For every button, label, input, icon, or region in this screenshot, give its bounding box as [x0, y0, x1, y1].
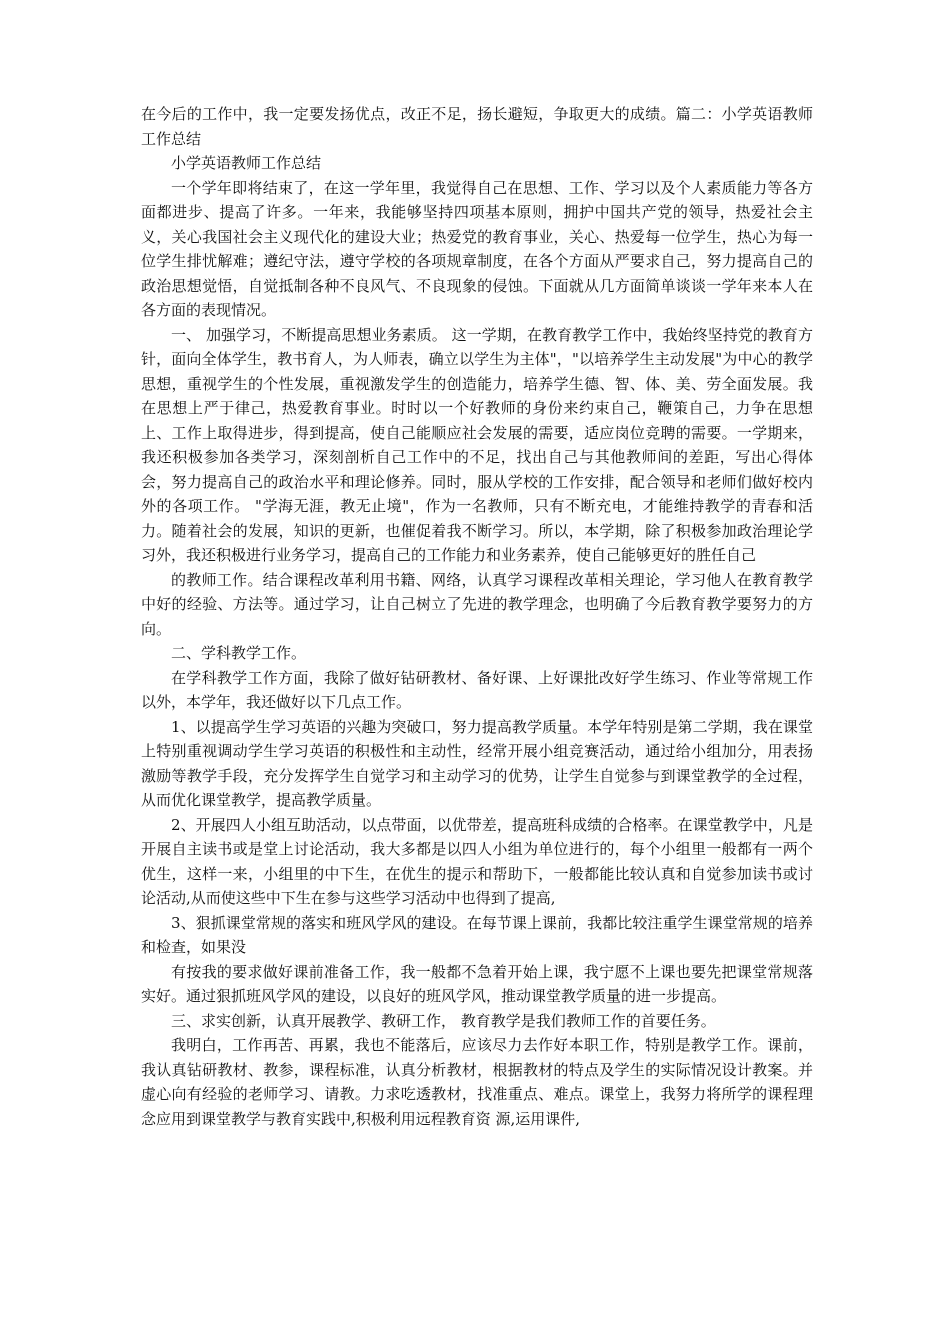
paragraph-section-three: 我明白，工作再苦、再累，我也不能落后，应该尽力去作好本职工作，特别是教学工作。课前，我认真钻研教材、教参，课程标准，认真分析教材，根据教材的特点及学生的实际情况设计教案。并虚心向有经验的老师学习、请教。力求吃透教材，找准重点、难点。课堂上，我努力将所学的课程理念应用到课堂教学与教育实践中,积极利用远程教育资 源,运用课件, — [141, 1036, 813, 1128]
paragraph-section-one-continued: 的教师工作。结合课程改革利用书籍、网络，认真学习课程改革相关理论，学习他人在教育教学中好的经验、方法等。通过学习，让自己树立了先进的教学理念，也明确了今后教育教学要努力的方向。 — [141, 570, 813, 638]
paragraph-point-two: 2、开展四人小组互助活动，以点带面，以优带差，提高班科成绩的合格率。在课堂教学中，凡是开展自主读书或是堂上讨论活动，我大多都是以四人小组为单位进行的，每个小组里一般都有一两个优生，这样一来，小组里的中下生，在优生的提示和帮助下，一般都能比较认真和自觉参加读书或讨论活动,从而使这些中下生在参与这些学习活动中也得到了提高, — [141, 815, 813, 907]
paragraph-section-one: 一、 加强学习，不断提高思想业务素质。 这一学期，在教育教学工作中，我始终坚持党的教育方针，面向全体学生，教书育人，为人师表，确立以学生为主体"，"以培养学生主动发展"为中心的教学思想，重视学生的个性发展，重视激发学生的创造能力，培养学生德、智、体、美、劳全面发展。我在思想上严于律己，热爱教育事业。时时以一个好教师的身份来约束自己，鞭策自己，力争在思想上、工作上取得进步，得到提高，使自己能顺应社会发展的需要，适应岗位竞聘的需要。一学期来，我还积极参加各类学习，深刻剖析自己工作中的不足，找出自己与其他教师间的差距，写出心得体会，努力提高自己的政治水平和理论修养。同时，服从学校的工作安排，配合领导和老师们做好校内外的各项工作。 "学海无涯，教无止境"，作为一名教师，只有不断充电，才能维持教学的青春和活力。随着社会的发展，知识的更新，也催促着我不断学习。所以，本学期，除了积极参加政治理论学习外，我还积极进行业务学习，提高自己的工作能力和业务素养，使自己能够更好的胜任自己 — [141, 325, 813, 564]
paragraph-overview: 一个学年即将结束了，在这一学年里，我觉得自己在思想、工作、学习以及个人素质能力等各方面都进步、提高了许多。一年来，我能够坚持四项基本原则，拥护中国共产党的领导，热爱社会主义，关心我国社会主义现代化的建设大业；热爱党的教育事业，关心、热爱每一位学生，热心为每一位学生排忧解难；遵纪守法，遵守学校的各项规章制度，在各个方面从严要求自己，努力提高自己的政治思想觉悟，自觉抵制各种不良风气、不良现象的侵蚀。下面就从几方面简单谈谈一学年来本人在各方面的表现情况。 — [141, 178, 813, 319]
paragraph-point-three: 3、狠抓课堂常规的落实和班风学风的建设。在每节课上课前，我都比较注重学生课堂常规的培养和检查，如果没 — [141, 913, 813, 956]
section-heading-three: 三、求实创新，认真开展教学、教研工作， 教育教学是我们教师工作的首要任务。 — [171, 1011, 716, 1030]
paragraph-intro-closing: 在今后的工作中，我一定要发扬优点，改正不足，扬长避短，争取更大的成绩。篇二：小学英语教师工作总结 — [141, 105, 813, 148]
paragraph-section-two-intro: 在学科教学工作方面，我除了做好钻研教材、备好课、上好课批改好学生练习、作业等常规工作以外，本学年，我还做好以下几点工作。 — [141, 668, 813, 711]
section-heading-two: 二、学科教学工作。 — [171, 644, 307, 662]
paragraph-point-one: 1、以提高学生学习英语的兴趣为突破口，努力提高教学质量。本学年特别是第二学期，我在课堂上特别重视调动学生学习英语的积极性和主动性，经常开展小组竞赛活动，通过给小组加分，用表扬激励等教学手段，充分发挥学生自觉学习和主动学习的优势，让学生自觉参与到课堂教学的全过程，从而优化课堂教学，提高教学质量。 — [141, 717, 813, 809]
paragraph-point-three-continued: 有按我的要求做好课前准备工作，我一般都不急着开始上课，我宁愿不上课也要先把课堂常规落实好。通过狠抓班风学风的建设，以良好的班风学风，推动课堂教学质量的进一步提高。 — [141, 962, 813, 1005]
document-page — [141, 102, 813, 1131]
section-heading-title: 小学英语教师工作总结 — [171, 154, 322, 172]
